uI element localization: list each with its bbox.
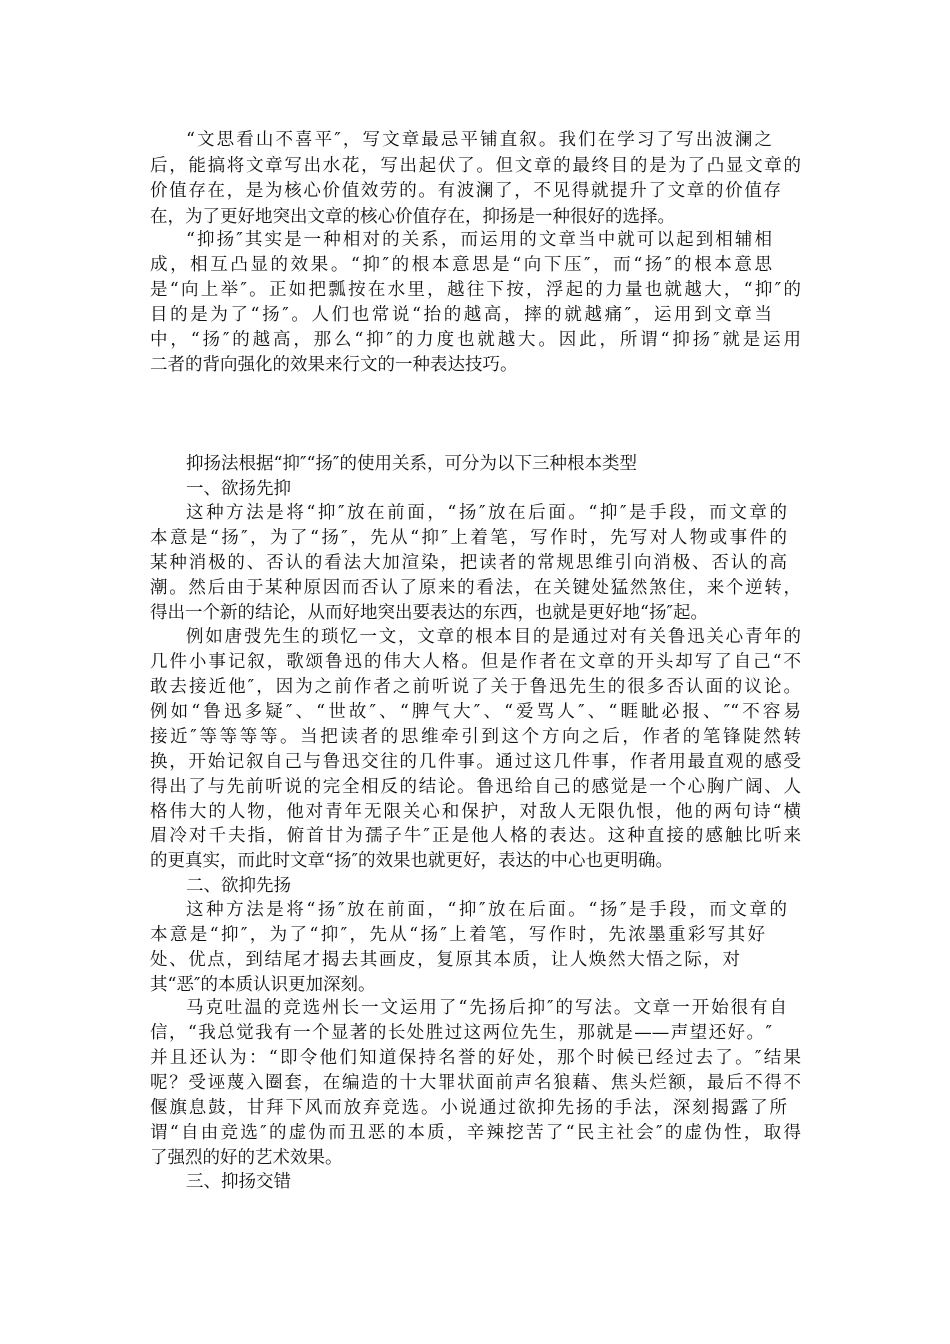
text-line: 某种消极的、否认的看法大加渲染，把读者的常规思维引向消极、否认的高	[150, 553, 787, 573]
text-line: 马克吐温的竞选州长一文运用了“先扬后抑″的写法。文章一开始很有自	[186, 998, 787, 1018]
text-line: 是“向上举″。正如把瓢按在水里，越往下按，浮起的力量也就越大，“抑″的	[150, 280, 801, 300]
text-line: 中，“扬″的越高，那么“抑″的力度也就越大。因此，所谓“抑扬″就是运用	[150, 330, 801, 350]
text-line: 格伟大的人物，他对青年无限关心和保护，对敌人无限仇恨，他的两句诗“横	[150, 802, 801, 822]
section-heading: 一、欲扬先抑	[186, 479, 291, 499]
text-line: 得出一个新的结论，从而好地突出要表达的东西，也就是更好地“扬″起。	[150, 603, 708, 623]
text-line: 成，相互凸显的效果。“抑″的根本意思是“向下压″，而“扬″的根本意思	[150, 255, 772, 275]
section-heading: 三、抑扬交错	[186, 1172, 291, 1192]
section-heading: 二、欲抑先扬	[186, 876, 291, 896]
text-line: 处、优点，到结尾才揭去其画皮，复原其本质，让人焕然大悟之际，对	[150, 950, 740, 970]
text-line: 抑扬法根据“抑″“扬″的使用关系，可分为以下三种根本类型	[186, 454, 637, 474]
text-line: 其“恶″的本质认识更加深刻。	[150, 975, 376, 995]
text-line: 并且还认为：“即令他们知道保持名誉的好处，那个时候已经过去了。″结果	[150, 1048, 801, 1068]
text-line: 价值存在，是为核心价值效劳的。有波澜了，不见得就提升了文章的价值存	[150, 181, 781, 201]
text-line: 这种方法是将“抑″放在前面，“扬″放在后面。“抑″是手段，而文章的	[186, 503, 787, 523]
text-line: “抑扬″其实是一种相对的关系，而运用的文章当中就可以起到相辅相	[186, 230, 772, 250]
text-line: 谓“自由竞选″的虚伪而丑恶的本质，辛辣挖苦了“民主社会″的虚伪性，取得	[150, 1123, 801, 1143]
text-line: 几件小事记叙，歌颂鲁迅的伟大人格。但是作者在文章的开头却写了自己“不	[150, 652, 801, 672]
text-line: 在，为了更好地突出文章的核心价值存在，抑扬是一种很好的选择。	[150, 207, 675, 227]
text-line: 潮。然后由于某种原因而否认了原来的看法，在关键处猛然煞住，来个逆转，	[150, 578, 801, 598]
text-line: 例如唐弢先生的琐忆一文，文章的根本目的是通过对有关鲁迅关心青年的	[186, 627, 801, 647]
text-line: 例如“鲁迅多疑″、“世故″、“脾气大″、“爱骂人″、“睚眦必报、″“不容易	[150, 702, 801, 722]
text-line: “文思看山不喜平″，写文章最忌平铺直叙。我们在学习了写出波澜之	[186, 130, 772, 150]
text-line: 本意是“抑″，为了“抑″，先从“扬″上着笔，写作时，先浓墨重彩写其好	[150, 925, 765, 945]
text-line: 后，能搞将文章写出水花，写出起伏了。但文章的最终目的是为了凸显文章的	[150, 156, 801, 176]
text-line: 本意是“扬″，为了“扬″，先从“抑″上着笔，写作时，先写对人物或事件的	[150, 528, 787, 548]
text-line: 这种方法是将“扬″放在前面，“抑″放在后面。“扬″是手段，而文章的	[186, 900, 787, 920]
text-line: 信，“我总觉我有一个显著的长处胜过这两位先生，那就是——声望还好。″	[150, 1023, 772, 1043]
text-line: 得出了与先前听说的完全相反的结论。鲁迅给自己的感觉是一个心胸广阔、人	[150, 777, 801, 797]
text-line: 呢？受诬蔑入圈套，在编造的十大罪状面前声名狼藉、焦头烂额，最后不得不	[150, 1073, 801, 1093]
text-line: 换，开始记叙自己与鲁迅交往的几件事。通过这几件事，作者用最直观的感受	[150, 752, 801, 772]
text-line: 了强烈的好的艺术效果。	[150, 1148, 343, 1168]
text-line: 眉冷对千夫指，俯首甘为孺子牛″正是他人格的表达。这种直接的感触比听来	[150, 826, 801, 846]
text-line: 接近″等等等等。当把读者的思维牵引到这个方向之后，作者的笔锋陡然转	[150, 727, 801, 747]
text-line: 二者的背向强化的效果来行文的一种表达技巧。	[150, 355, 518, 375]
text-line: 的更真实，而此时文章“扬″的效果也就更好，表达的中心也更明确。	[150, 851, 673, 871]
text-line: 偃旗息鼓，甘拜下风而放弃竞选。小说通过欲抑先扬的手法，深刻揭露了所	[150, 1098, 787, 1118]
text-line: 目的是为了“扬″。人们也常说“抬的越高，摔的就越痛″，运用到文章当	[150, 305, 772, 325]
text-line: 敢去接近他″，因为之前作者之前听说了关于鲁迅先生的很多否认面的议论。	[150, 677, 801, 697]
